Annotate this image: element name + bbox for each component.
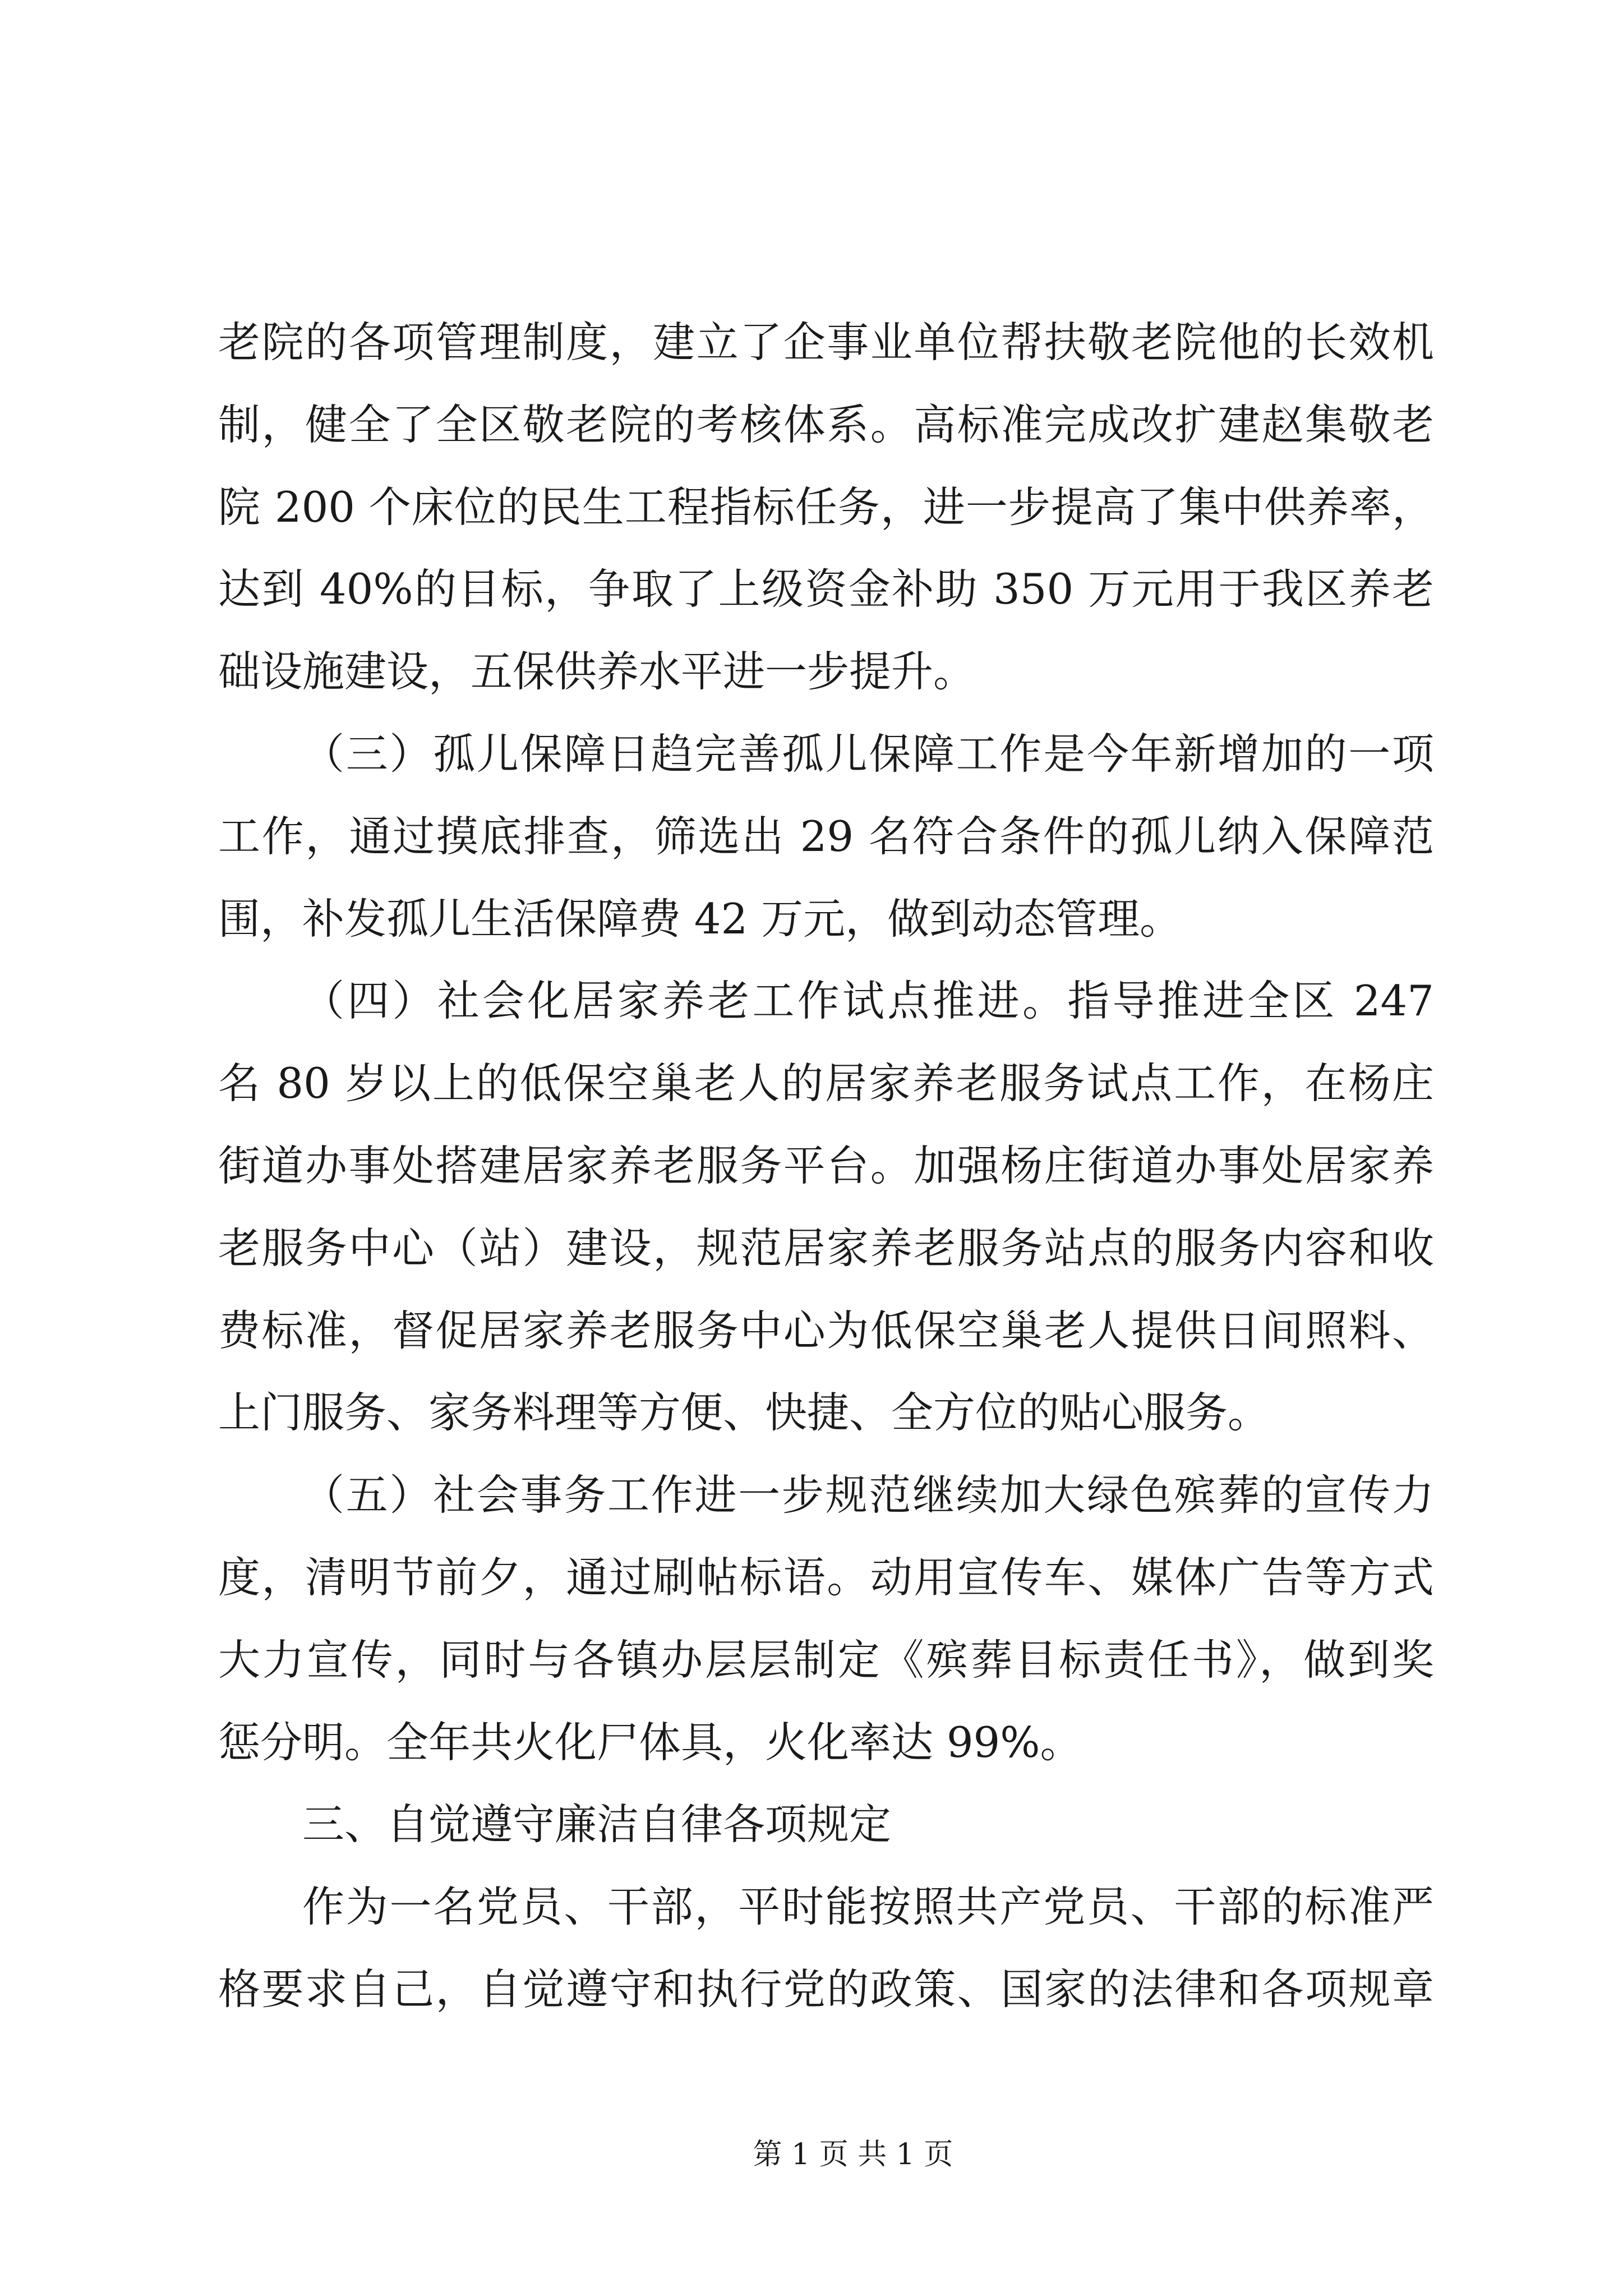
- text-line: 围，补发孤儿生活保障费 42 万元，做到动态管理。: [218, 894, 1182, 944]
- section-heading-text: 三、自觉遵守廉洁自律各项规定: [302, 1800, 892, 1849]
- text-line: 上门服务、家务料理等方便、快捷、全方位的贴心服务。: [218, 1388, 1270, 1438]
- text-line: （五）社会事务工作进一步规范继续加大绿色殡葬的宣传力: [302, 1470, 1434, 1520]
- text-line: 工作，通过摸底排查，筛选出 29 名符合条件的孤儿纳入保障范: [218, 811, 1434, 861]
- text-line: 作为一名党员、干部，平时能按照共产党员、干部的标准严: [302, 1882, 1434, 1932]
- paragraph-self-discipline: [218, 1866, 1434, 2031]
- text-line: 街道办事处搭建居家养老服务平台。加强杨庄街道办事处居家养: [218, 1140, 1434, 1190]
- text-line: 达到 40%的目标，争取了上级资金补助 350 万元用于我区养老: [218, 564, 1434, 614]
- text-line: 院 200 个床位的民生工程指标任务，进一步提高了集中供养率，: [218, 482, 1434, 532]
- text-line: （四）社会化居家养老工作试点推进。指导推进全区 247: [302, 976, 1434, 1026]
- text-line: （三）孤儿保障日趋完善孤儿保障工作是今年新增加的一项: [302, 729, 1434, 779]
- paragraph-social-affairs: [218, 1454, 1434, 1783]
- paragraph-orphan-protection: [218, 713, 1434, 960]
- text-line: 制，健全了全区敬老院的考核体系。高标准完成改扩建赵集敬老: [218, 399, 1434, 449]
- text-line: 老院的各项管理制度，建立了企事业单位帮扶敬老院他的长效机: [218, 318, 1434, 367]
- text-line: 础设施建设，五保供养水平进一步提升。: [218, 647, 976, 697]
- text-line: 度，清明节前夕，通过刷帖标语。动用宣传车、媒体广告等方式: [218, 1552, 1434, 1602]
- text-line: 格要求自己，自觉遵守和执行党的政策、国家的法律和各项规章: [218, 1964, 1434, 2014]
- text-line: 名 80 岁以上的低保空巢老人的居家养老服务试点工作，在杨庄: [218, 1059, 1434, 1108]
- text-line: 老服务中心（站）建设，规范居家养老服务站点的服务内容和收: [218, 1223, 1434, 1273]
- text-line: 大力宣传，同时与各镇办层层制定《殡葬目标责任书》，做到奖: [218, 1635, 1434, 1685]
- paragraph-home-elderly-care: [218, 960, 1434, 1454]
- body-text: [218, 301, 1434, 2031]
- text-line: 费标准，督促居家养老服务中心为低保空巢老人提供日间照料、: [218, 1305, 1434, 1355]
- section-heading: [218, 1783, 1434, 1866]
- text-line: 惩分明。全年共火化尸体具，火化率达 99%。: [218, 1717, 1082, 1767]
- paragraph-continued: [218, 301, 1434, 713]
- page-footer: 第 1 页 共 1 页: [753, 2138, 953, 2171]
